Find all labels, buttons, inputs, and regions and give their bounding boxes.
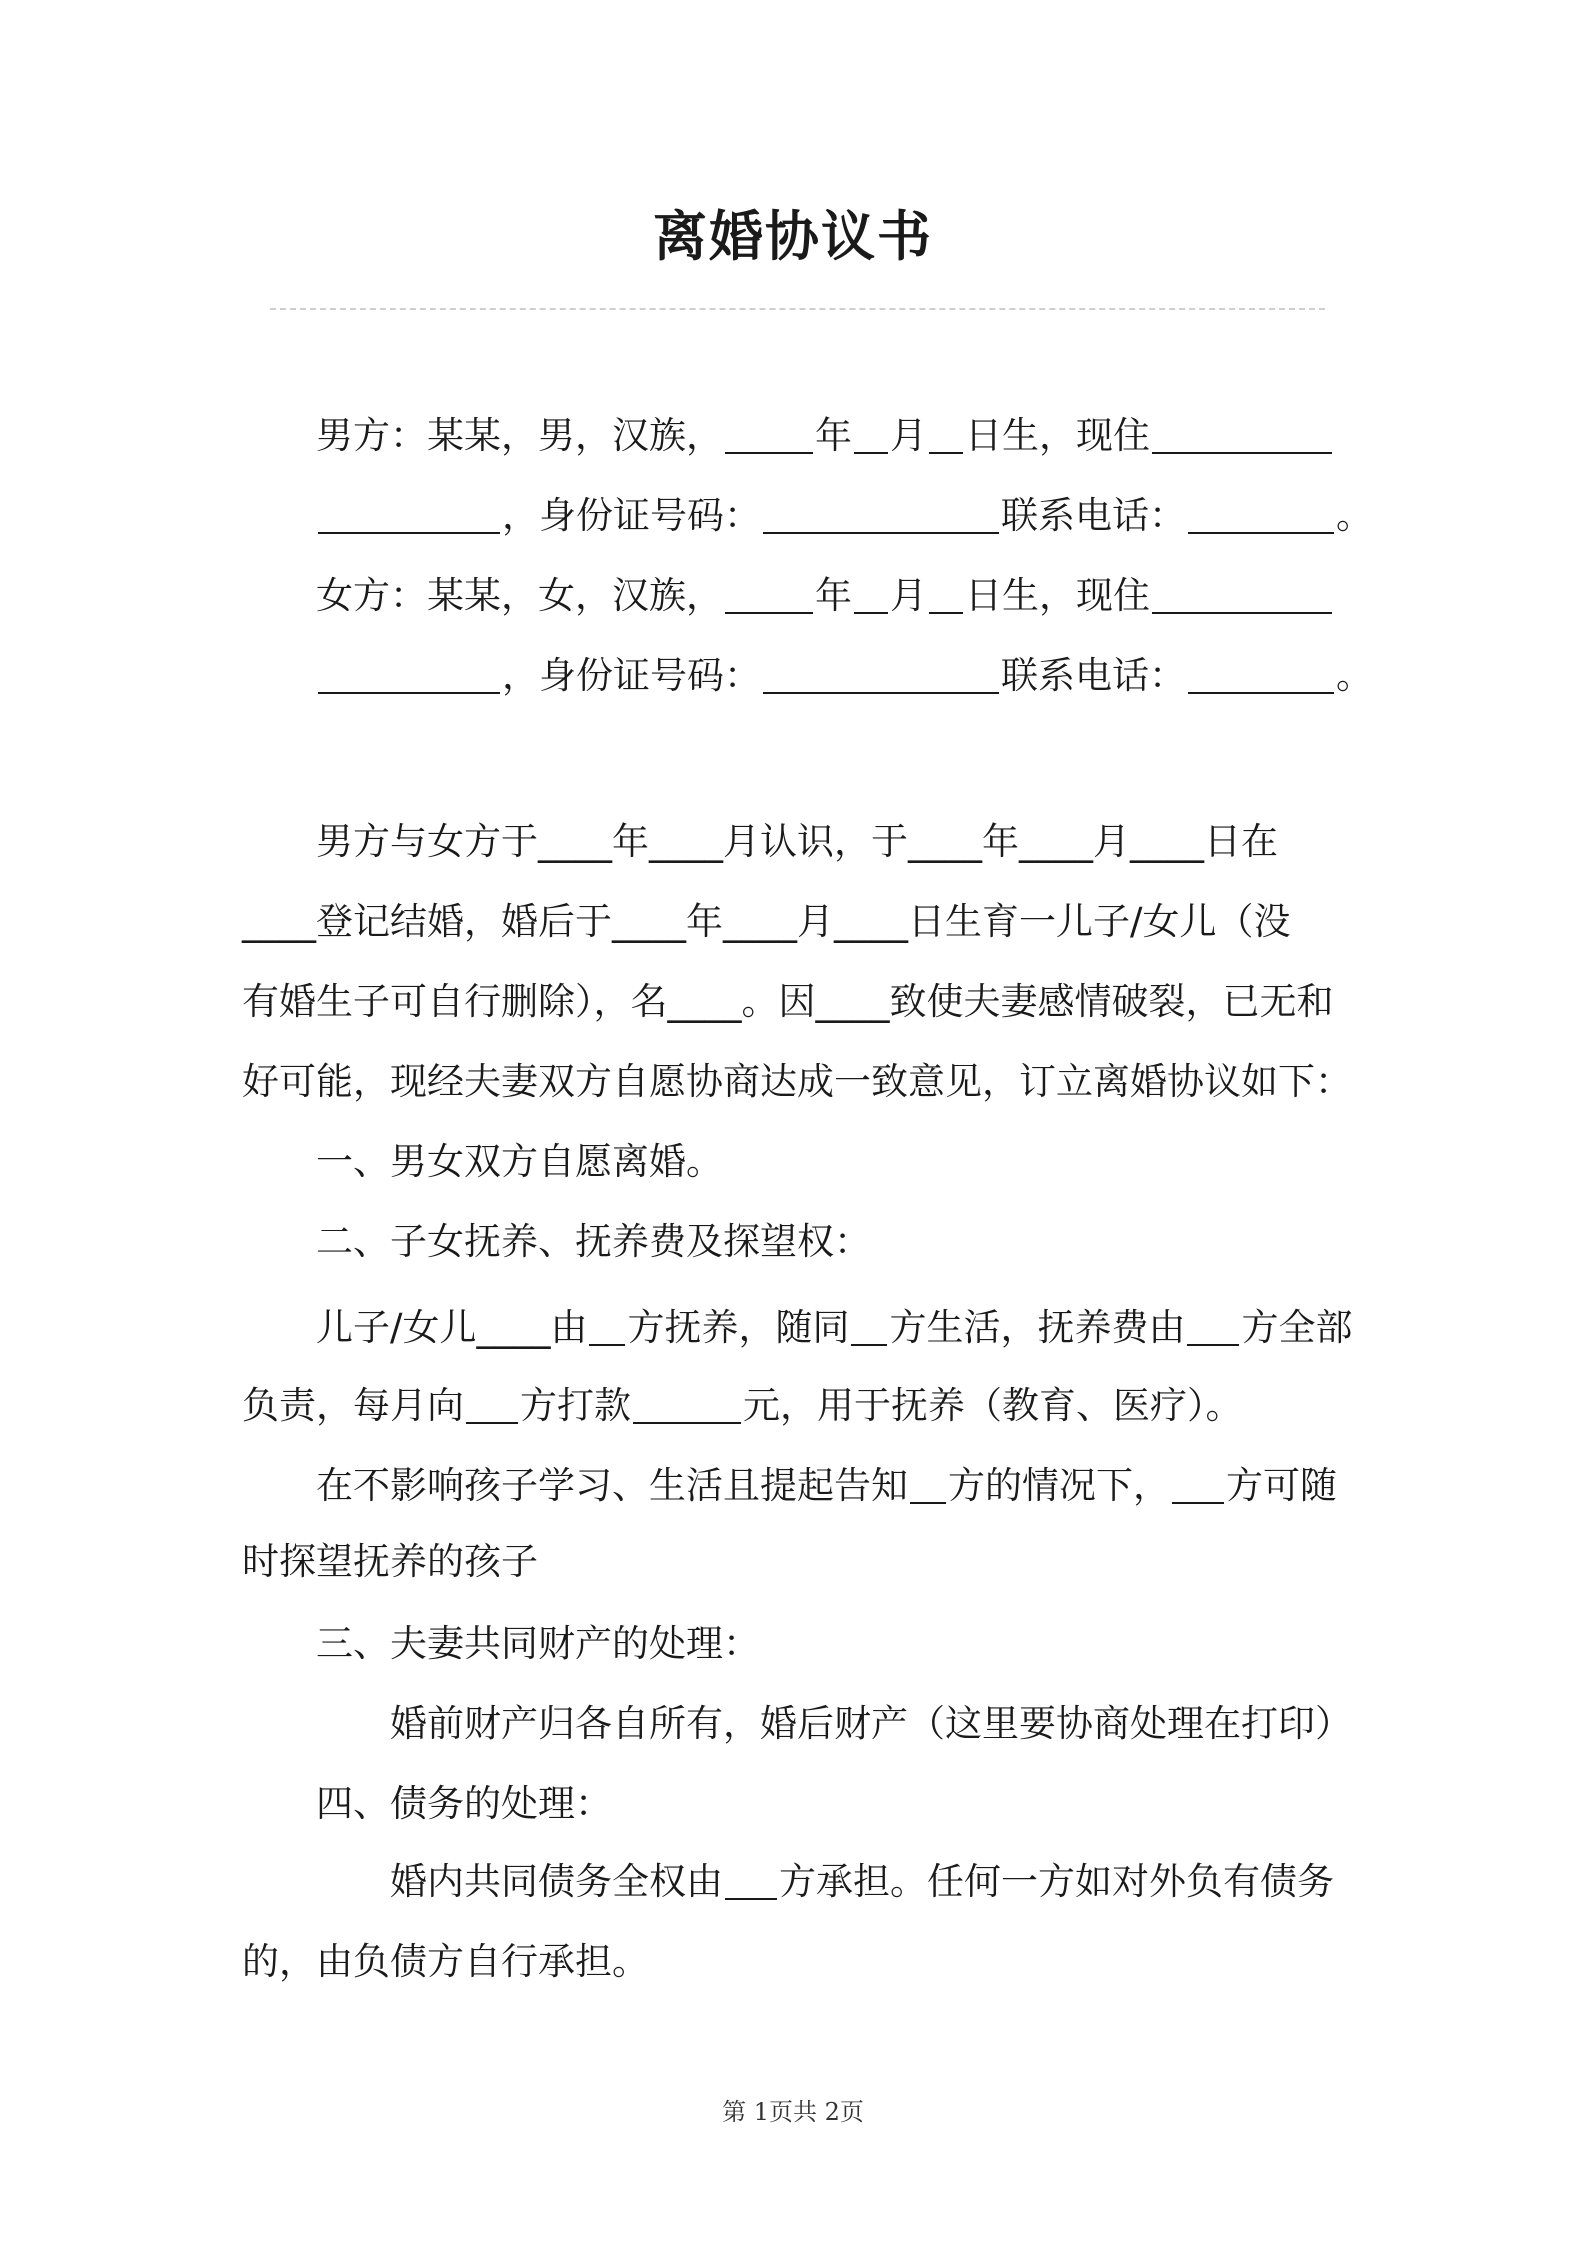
text-segment: 元，用于抚养（教育、医疗）。 bbox=[743, 1384, 1243, 1427]
year-label: 年 bbox=[815, 574, 852, 617]
blank-year bbox=[725, 575, 813, 614]
intro-line-1: 男方与女方于____年____月认识，于____年____月____日在 bbox=[316, 820, 1278, 863]
phone-label: 联系电话： bbox=[1001, 494, 1186, 537]
year-label: 年 bbox=[815, 414, 852, 457]
text-segment: 方打款 bbox=[520, 1384, 631, 1427]
blank-day bbox=[929, 415, 963, 454]
section-4-line-1 bbox=[390, 1860, 1334, 1904]
blank-phone bbox=[1188, 655, 1334, 694]
blank-id-number bbox=[763, 655, 999, 694]
id-number-label: ，身份证号码： bbox=[502, 654, 761, 697]
birth-address-label: 日生，现住 bbox=[965, 414, 1150, 457]
blank-party bbox=[851, 1307, 887, 1346]
text-segment: 婚内共同债务全权由 bbox=[390, 1860, 723, 1903]
text-segment: 方可随 bbox=[1226, 1464, 1337, 1507]
blank-party bbox=[1172, 1465, 1224, 1504]
section-3-body: 婚前财产归各自所有，婚后财产（这里要协商处理在打印） bbox=[390, 1702, 1352, 1745]
blank-party bbox=[910, 1465, 946, 1504]
text-segment: 儿子/女儿____由 bbox=[316, 1306, 588, 1349]
title-divider bbox=[270, 308, 1325, 310]
month-label: 月 bbox=[890, 574, 927, 617]
blank-party bbox=[1187, 1307, 1239, 1346]
blank-party bbox=[725, 1861, 777, 1900]
blank-month bbox=[854, 415, 888, 454]
text-segment: 负责，每月向 bbox=[242, 1384, 464, 1427]
blank-party bbox=[589, 1307, 625, 1346]
section-2-heading: 二、子女抚养、抚养费及探望权： bbox=[316, 1220, 871, 1263]
section-2-line-4: 时探望抚养的孩子 bbox=[242, 1540, 538, 1583]
female-party-label: 女方：某某，女，汉族， bbox=[316, 574, 723, 617]
section-3-heading: 三、夫妻共同财产的处理： bbox=[316, 1622, 760, 1665]
male-party-line-2 bbox=[316, 494, 1373, 538]
page-number: 第 1页共 2页 bbox=[722, 2098, 864, 2126]
male-party-label: 男方：某某，男，汉族， bbox=[316, 414, 723, 457]
blank-phone bbox=[1188, 495, 1334, 534]
text-segment: 方生活，抚养费由 bbox=[889, 1306, 1186, 1349]
text-segment: 在不影响孩子学习、生活且提起告知 bbox=[316, 1464, 908, 1507]
blank-year bbox=[725, 415, 813, 454]
blank-address bbox=[1152, 575, 1332, 614]
text-segment: 方全部 bbox=[1241, 1306, 1353, 1349]
section-4-heading: 四、债务的处理： bbox=[316, 1782, 612, 1825]
blank-amount bbox=[633, 1385, 741, 1424]
birth-address-label: 日生，现住 bbox=[965, 574, 1150, 617]
id-number-label: ，身份证号码： bbox=[502, 494, 761, 537]
male-party-line-1 bbox=[316, 414, 1334, 458]
intro-line-2: ____登记结婚，婚后于____年____月____日生育一儿子/女儿（没 bbox=[242, 900, 1291, 943]
text-segment: 方承担。任何一方如对外负有债务 bbox=[779, 1860, 1334, 1903]
section-2-line-2 bbox=[242, 1384, 1243, 1428]
blank-address-cont bbox=[318, 495, 500, 534]
section-2-line-3 bbox=[316, 1464, 1337, 1508]
section-4-line-2: 的，由负债方自行承担。 bbox=[242, 1940, 649, 1983]
blank-id-number bbox=[763, 495, 999, 534]
document-title: 离婚协议书 bbox=[653, 205, 933, 268]
intro-line-4: 好可能，现经夫妻双方自愿协商达成一致意见，订立离婚协议如下： bbox=[242, 1060, 1352, 1103]
text-segment: 方的情况下， bbox=[948, 1464, 1170, 1507]
text-segment: 方抚养，随同 bbox=[627, 1306, 850, 1349]
phone-label: 联系电话： bbox=[1001, 654, 1186, 697]
blank-address-cont bbox=[318, 655, 500, 694]
blank-party bbox=[466, 1385, 518, 1424]
section-1-heading: 一、男女双方自愿离婚。 bbox=[316, 1140, 723, 1183]
section-2-line-1 bbox=[316, 1306, 1352, 1350]
month-label: 月 bbox=[890, 414, 927, 457]
blank-day bbox=[929, 575, 963, 614]
female-party-line-2 bbox=[316, 654, 1373, 698]
female-party-line-1 bbox=[316, 574, 1334, 618]
blank-month bbox=[854, 575, 888, 614]
blank-address bbox=[1152, 415, 1332, 454]
period: 。 bbox=[1336, 654, 1373, 697]
intro-line-3: 有婚生子可自行删除），名____。因____致使夫妻感情破裂，已无和 bbox=[242, 980, 1334, 1023]
period: 。 bbox=[1336, 494, 1373, 537]
